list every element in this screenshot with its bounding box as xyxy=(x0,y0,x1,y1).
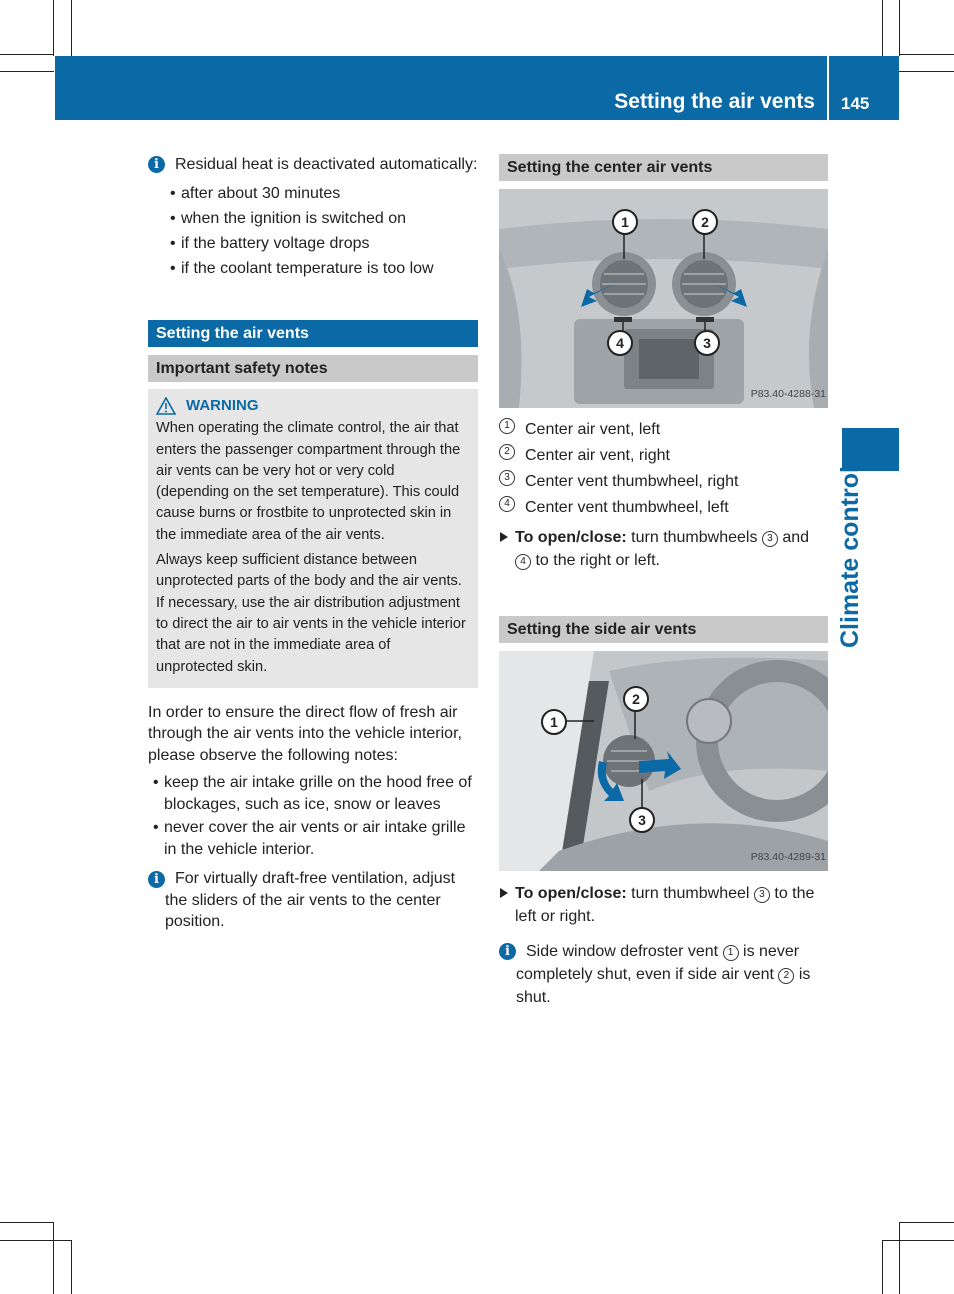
side-step: To open/close: turn thumbwheel 3 to the left or right. xyxy=(499,882,828,928)
legend-item xyxy=(499,444,828,467)
center-legend xyxy=(499,418,828,519)
callout-1: 1 xyxy=(612,209,638,235)
info-text: Residual heat is deactivated automatically: xyxy=(175,156,478,173)
step-label: To open/close: xyxy=(515,885,627,902)
center-vents-figure xyxy=(499,189,828,408)
step-arrow-icon xyxy=(500,532,508,542)
inline-number: 2 xyxy=(778,968,794,984)
crop-mark xyxy=(53,0,54,56)
legend-text: Center vent thumbwheel, left xyxy=(525,499,729,516)
page-header xyxy=(55,56,899,120)
callout-2: 2 xyxy=(623,686,649,712)
subsection-heading: Important safety notes xyxy=(148,355,478,382)
chapter-label-text: Climate control xyxy=(836,466,864,648)
notes-list xyxy=(148,772,478,860)
crop-mark xyxy=(899,1222,954,1223)
subsection-heading: Setting the side air vents xyxy=(499,616,828,643)
step-arrow-icon xyxy=(500,888,508,898)
legend-item xyxy=(499,470,828,493)
crop-mark xyxy=(899,54,954,55)
callout-3: 3 xyxy=(694,330,720,356)
inline-number: 3 xyxy=(762,531,778,547)
side-vent-illustration xyxy=(499,651,828,871)
crop-mark xyxy=(0,1240,72,1241)
crop-mark xyxy=(882,1240,883,1294)
inline-number: 3 xyxy=(754,887,770,903)
crop-mark xyxy=(882,1240,954,1241)
info-text: For virtually draft-free ventilation, adjust the sliders of the air vents to the center position. xyxy=(165,870,456,931)
callout-1: 1 xyxy=(541,709,567,735)
center-step: To open/close: turn thumbwheels 3 and 4 to the right or left. xyxy=(499,526,828,572)
list-item: • keep the air intake grille on the hood free of blockages, such as ice, snow or leaves xyxy=(148,772,478,815)
left-column xyxy=(148,153,478,933)
section-heading: Setting the air vents xyxy=(148,320,478,347)
legend-number: 1 xyxy=(499,418,515,434)
right-column xyxy=(499,154,828,1009)
notes-intro: In order to ensure the direct flow of fresh air through the air vents into the vehicle interior, please observe the following notes: xyxy=(148,703,462,764)
page-number: 145 xyxy=(841,94,870,113)
legend-text: Center vent thumbwheel, right xyxy=(525,473,739,490)
legend-text: Center air vent, left xyxy=(525,421,661,438)
warning-paragraph: When operating the climate control, the air that enters the passenger compartment through the air vents can be very hot or very cold (depending on the set temperature). This could cause burns or frostbite to unprotected skin in the immediate area of the air vents. xyxy=(156,420,461,543)
legend-number: 4 xyxy=(499,496,515,512)
list-item: • when the ignition is switched on xyxy=(165,207,478,230)
callout-2: 2 xyxy=(692,209,718,235)
crop-mark xyxy=(71,0,72,56)
info-residual-heat xyxy=(148,153,478,280)
crop-mark xyxy=(0,71,54,72)
warning-title: WARNING xyxy=(186,397,259,414)
step-label: To open/close: xyxy=(515,529,627,546)
crop-mark xyxy=(899,71,954,72)
info-ventilation xyxy=(148,868,478,933)
chapter-tab xyxy=(842,428,899,471)
info-icon: i xyxy=(499,943,516,960)
subsection-heading: Setting the center air vents xyxy=(499,154,828,181)
page-title: Setting the air vents xyxy=(614,90,815,113)
crop-mark xyxy=(0,1222,54,1223)
crop-mark xyxy=(899,0,900,56)
legend-item xyxy=(499,418,828,441)
list-item: • if the coolant temperature is too low xyxy=(165,257,478,280)
legend-number: 3 xyxy=(499,470,515,486)
residual-heat-list xyxy=(165,182,478,280)
crop-mark xyxy=(53,1222,54,1294)
list-item: • never cover the air vents or air intake grille in the vehicle interior. xyxy=(148,817,478,860)
legend-item xyxy=(499,496,828,519)
list-item: • if the battery voltage drops xyxy=(165,232,478,255)
inline-number: 1 xyxy=(723,945,739,961)
warning-box xyxy=(148,389,478,688)
crop-mark xyxy=(882,0,883,56)
dashboard-illustration xyxy=(499,189,828,408)
figure-code: P83.40-4289-31 xyxy=(750,851,826,863)
callout-4: 4 xyxy=(607,330,633,356)
warning-paragraph: Always keep sufficient distance between unprotected parts of the body and the air vents. If necessary, use the air distribution adjustment to direct the air to air vents in the vehicle interior that are not in the immediate area of unprotected skin. xyxy=(156,552,466,675)
crop-mark xyxy=(899,1222,900,1294)
legend-text: Center air vent, right xyxy=(525,447,670,464)
header-divider xyxy=(827,56,829,120)
crop-mark xyxy=(71,1240,72,1294)
chapter-label xyxy=(836,466,876,658)
list-item: • after about 30 minutes xyxy=(165,182,478,205)
callout-3: 3 xyxy=(629,807,655,833)
info-icon: i xyxy=(148,156,165,173)
inline-number: 4 xyxy=(515,554,531,570)
warning-triangle-icon xyxy=(156,397,176,415)
side-vent-figure xyxy=(499,651,828,871)
crop-mark xyxy=(0,54,54,55)
legend-number: 2 xyxy=(499,444,515,460)
info-icon: i xyxy=(148,871,165,888)
figure-code: P83.40-4288-31 xyxy=(750,388,826,400)
info-defroster: i Side window defroster vent 1 is never completely shut, even if side air vent 2 is shut. xyxy=(499,940,828,1009)
